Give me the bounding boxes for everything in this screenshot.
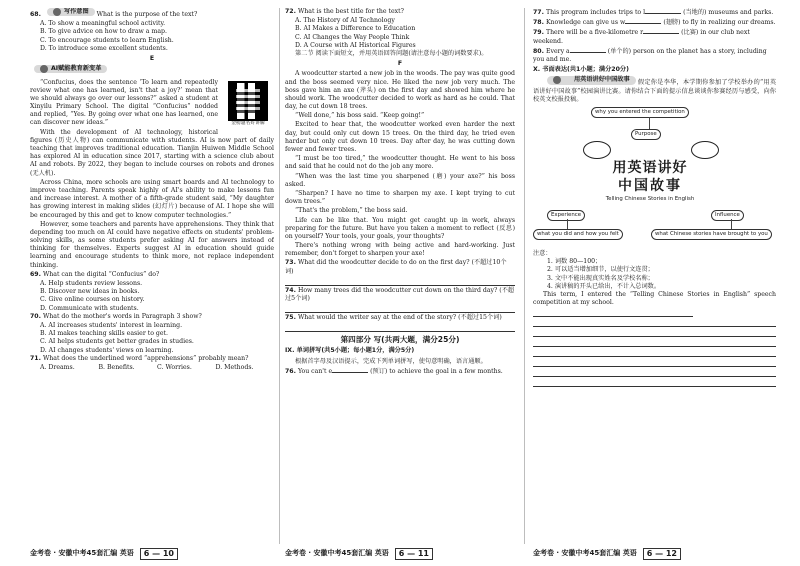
passage-f-p8: Life can be like that. You might get caught up in work, always preparing for the future. But have you taken a moment to reflect (反思) on yourself? Your tools, your goals, your thoughts? bbox=[285, 216, 515, 240]
passage-f-p3: Excited to hear that, the woodcutter worked even harder the next day, but could only cut down 15 trees. On the third day, he tried even harder but only cut down 10 trees. Day after day, he was cutting down fewer and fewer trees. bbox=[285, 121, 515, 153]
essay-line[interactable] bbox=[533, 378, 776, 387]
mindmap-node-purpose: Purpose bbox=[631, 129, 661, 140]
qr-code-icon bbox=[228, 81, 268, 121]
essay-opening: This term, I entered the “Telling Chinese Stories in English” speech competition at my school. bbox=[533, 290, 776, 307]
page-number: 6 — 10 bbox=[140, 548, 178, 561]
mindmap-node-why: why you entered the competition bbox=[591, 107, 689, 118]
option-70c: C. AI helps students get better grades in studies. bbox=[40, 338, 194, 346]
question-79: 79. There will be a five-kilometre r (比赛) in our club next weekend. bbox=[533, 29, 750, 45]
question-70: 70. What do the mother's words in Paragraph 3 show? bbox=[30, 312, 202, 320]
column-left bbox=[30, 8, 274, 544]
essay-line[interactable] bbox=[533, 338, 776, 347]
question-68 bbox=[30, 8, 274, 19]
bulb-icon bbox=[53, 8, 61, 16]
column-middle bbox=[285, 8, 515, 544]
mindmap-title: 用英语讲好 中国故事 Telling Chinese Stories in English bbox=[605, 159, 695, 202]
question-80: 80. Every a (单个的) person on the planet has a story, including you and me. bbox=[533, 47, 767, 63]
passage-f-p7: “That's the problem,” the boss said. bbox=[295, 207, 408, 215]
essay-line[interactable] bbox=[533, 358, 776, 367]
cloud-ornament-icon bbox=[691, 141, 719, 159]
answer-line-75[interactable] bbox=[285, 323, 515, 332]
option-68d: D. To introduce some excellent students. bbox=[40, 44, 168, 52]
fill-blank-79[interactable] bbox=[643, 28, 679, 34]
fill-blank-76[interactable] bbox=[332, 367, 368, 373]
question-72: 72. What is the best title for the text? bbox=[285, 8, 404, 15]
passage-f-p4: “I must be too tired,” the woodcutter thought. He went to his boss and said that he could not do the job any more. bbox=[285, 155, 515, 171]
question-76: 76. You can't e (预订) to achieve the goal in a few months. bbox=[285, 367, 503, 375]
footer-right: 金考卷 · 安徽中考45套汇编 英语 6 — 12 bbox=[533, 548, 681, 560]
ai-education-banner: AI赋能教育新变革 bbox=[34, 65, 107, 73]
option-71c: C. Worries. bbox=[157, 363, 192, 371]
passage-f-p9: There's nothing wrong with being active and hard-working. Just remember, don't forget to sharpen your axe! bbox=[285, 242, 515, 258]
passage-e-p4: However, some teachers and parents have apprehensions. They think that depending too much on AI could have negative effects on students' problem-solving skills, as some students prefer asking AI for answers instead of thinking for themselves. Experts suggest AI in education should guide learning and encourage students to think more, not replace independent thinking. bbox=[30, 220, 274, 269]
notes-title: 注意： bbox=[533, 249, 552, 257]
essay-line[interactable] bbox=[533, 348, 776, 357]
passage-f-p2: “Well done,” his boss said. “Keep going!” bbox=[295, 112, 425, 120]
qr-code-block bbox=[222, 81, 274, 127]
question-78: 78. Knowledge can give us w (翅膀) to fly in realizing our dreams. bbox=[533, 19, 776, 27]
footer-left: 金考卷 · 安徽中考45套汇编 英语 6 — 10 bbox=[30, 548, 178, 560]
option-70d: D. AI changes students' views on learning. bbox=[40, 346, 174, 354]
qr-caption: 金榜题名好讲解 bbox=[231, 120, 265, 126]
passage-f-p5: “When was the last time you sharpened (磨) your axe?” his boss asked. bbox=[285, 172, 515, 188]
page-number: 6 — 12 bbox=[643, 548, 681, 561]
column-divider bbox=[279, 8, 280, 544]
page-number: 6 — 11 bbox=[395, 548, 433, 561]
footer-middle: 金考卷 · 安徽中考45套汇编 英语 6 — 11 bbox=[285, 548, 433, 560]
passage-e-p3: Across China, more schools are using smart boards and AI technology to improve teaching. Parents speak highly of AI's ability to make lessons fun and increase interest. A mother of a fifth-grade student said, “My daughter has growing interest in making slides (幻灯片) because of AI. I hope she will be encouraged by this and get to know computer technologies.” bbox=[30, 178, 274, 219]
bulb-icon bbox=[553, 76, 561, 84]
question-77: 77. This program includes trips to l (当地的) museums and parks. bbox=[533, 9, 774, 16]
option-69c: C. Give online courses on history. bbox=[40, 296, 145, 304]
column-right bbox=[533, 8, 776, 544]
mindmap-diagram bbox=[533, 107, 773, 247]
mindmap-node-what-stories-brought: what Chinese stories have brought to you bbox=[651, 229, 772, 240]
option-69a: A. Help students review lessons. bbox=[40, 280, 143, 287]
question-69: 69. What can the digital “Confucius” do? bbox=[30, 270, 160, 278]
connector-line bbox=[731, 219, 732, 229]
question-75: 75. What would the writer say at the end of the story? (不超过15个词) bbox=[285, 314, 502, 322]
option-68a: A. To show a meaningful school activity. bbox=[40, 20, 166, 28]
note-2: 2. 可以适当增加细节，以使行文连贯； bbox=[547, 266, 654, 274]
question-73: 73. What did the woodcutter decide to do on the first day? (不超过10个词) bbox=[285, 259, 507, 275]
column-divider bbox=[524, 8, 525, 544]
option-68b: B. To give advice on how to draw a map. bbox=[40, 28, 167, 36]
section-letter-e: E bbox=[149, 55, 155, 63]
essay-line[interactable] bbox=[533, 308, 693, 317]
answer-line-74[interactable] bbox=[285, 304, 515, 313]
option-72a: A. The History of AI Technology bbox=[295, 17, 395, 25]
question-text: What is the purpose of the text? bbox=[96, 11, 198, 19]
section-letter-f: F bbox=[397, 60, 403, 68]
part4-instructions: 根据首字母及汉语提示，完成下列单词拼写，使句意明确，语言通顺。 bbox=[295, 357, 487, 365]
section-x-heading: X. 书面表达(共1小题；满分20分) bbox=[533, 66, 629, 74]
chinese-story-banner: 用英语讲好中国故事 bbox=[547, 76, 636, 84]
note-4: 4. 演讲稿的开头已给出，不计入总词数。 bbox=[547, 282, 661, 290]
mindmap-node-influence: Influence bbox=[711, 210, 744, 221]
mindmap-node-experience: Experience bbox=[547, 210, 585, 221]
essay-line[interactable] bbox=[533, 368, 776, 377]
option-69b: B. Discover new ideas in books. bbox=[40, 288, 140, 296]
fill-blank-78[interactable] bbox=[625, 18, 661, 24]
option-68c: C. To encourage students to learn English. bbox=[40, 36, 174, 44]
essay-line[interactable] bbox=[533, 328, 776, 337]
option-72d: D. A Course with AI Historical Figures bbox=[295, 41, 416, 49]
writing-intent-banner: 写作意图 bbox=[47, 8, 95, 16]
option-72b: B. AI Makes a Difference to Education bbox=[295, 25, 416, 33]
passage-e-p1: “Confucius, does the sentence ‘To learn and repeatedly review what one has learned, isn't that a joy?’ mean that we should always go over our lessons?” asked a student at Xinyilu Primary School. The digital “Confucius” nodded and replied, “Yes. By going over what one has learned, one can discover new ideas.” bbox=[30, 78, 218, 127]
passage-f-p1: A woodcutter started a new job in the woods. The pay was quite good and the boss seemed very nice. He liked the new job very much. The boss gave him an axe (斧头) on the first day and showed him where he should work. The woodcutter decided to work as hard as he could. That day, he cut down 18 trees. bbox=[285, 70, 515, 111]
passage-f-p6: “Sharpen? I have no time to sharpen my axe. I kept trying to cut down trees.” bbox=[285, 189, 515, 206]
part4-title: 第四部分 写(共两大题，满分25分) bbox=[340, 335, 460, 345]
passage-e-p2: With the development of AI technology, historical figures (历史人物) can communicate with students. AI is now part of daily teaching that improves traditional education. Tianjin Huiwen Middle School has explored AI in education since 2017, starting with a science club about AI and robots. By 2022, they began to include courses on robots and drones (无人机). bbox=[30, 128, 274, 177]
option-70b: B. AI makes teaching skills easier to get. bbox=[40, 330, 168, 338]
options-71 bbox=[30, 364, 274, 372]
question-number: 68. bbox=[30, 11, 41, 19]
answer-line-73[interactable] bbox=[285, 277, 515, 286]
cloud-ornament-icon bbox=[583, 141, 611, 159]
part4-subsection: IX. 单词拼写(共5小题；每小题1分，满分5分) bbox=[285, 347, 415, 355]
mindmap-node-what-you-did: what you did and how you felt bbox=[533, 229, 623, 240]
writing-prompt: 用英语讲好中国故事 假定你是李华，本学期你参加了学校举办的“用英语讲好中国故事”校园演讲比赛。请你结合下面的提示信息谈谈你参赛经历与感受，向你校英文校报投稿。 bbox=[533, 76, 776, 103]
option-71d: D. Methods. bbox=[215, 363, 254, 371]
question-71: 71. What does the underlined word “apprehensions” probably mean? bbox=[30, 354, 249, 362]
question-74: 74. How many trees did the woodcutter cut down on the third day? (不超过5个词) bbox=[285, 286, 515, 302]
note-1: 1. 词数 80—100； bbox=[547, 258, 602, 266]
option-71a: A. Dreams. bbox=[40, 363, 75, 371]
fill-blank-77[interactable] bbox=[645, 8, 681, 14]
fill-blank-80[interactable] bbox=[570, 47, 606, 53]
writing-notes bbox=[533, 250, 776, 291]
note-3: 3. 文中不能出现真实姓名及学校名称； bbox=[547, 274, 654, 282]
option-71b: B. Benefits. bbox=[98, 363, 135, 371]
bulb-icon bbox=[40, 65, 48, 73]
option-70a: A. AI increases students' interest in learning. bbox=[40, 321, 183, 329]
option-69d: D. Communicate with students. bbox=[40, 304, 139, 312]
connector-line bbox=[567, 219, 568, 229]
connector-line bbox=[649, 117, 650, 129]
essay-line[interactable] bbox=[533, 318, 776, 327]
option-72c: C. AI Changes the Way People Think bbox=[295, 33, 410, 41]
section2-instructions: 第二节 阅读下面短文，并用英语回答问题(请注意每小题的词数要求)。 bbox=[295, 49, 488, 57]
